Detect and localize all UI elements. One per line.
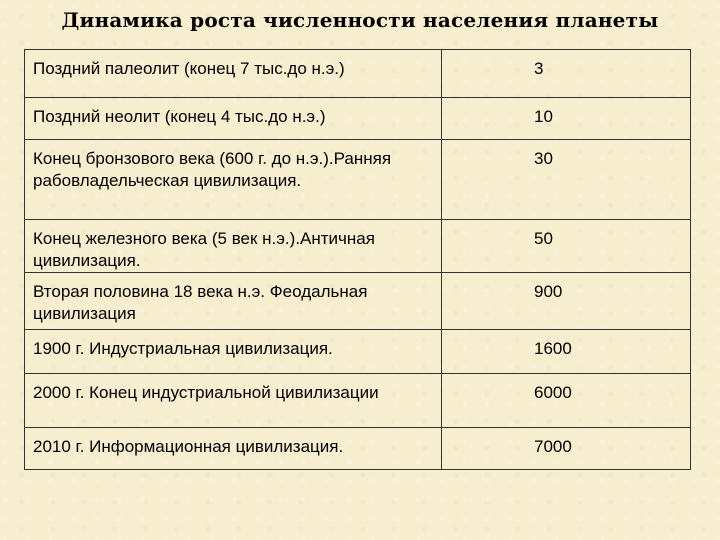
table-row (25, 220, 691, 273)
period-cell: Поздний неолит (конец 4 тыс.до н.э.) (25, 98, 442, 140)
population-table (24, 49, 691, 470)
period-cell: 1900 г. Индустриальная цивилизация. (25, 330, 442, 374)
table-row (25, 140, 691, 220)
period-cell: Конец бронзового века (600 г. до н.э.).Ранняя рабовладельческая цивилизация. (25, 140, 442, 220)
population-cell: 6000 (442, 374, 691, 428)
period-cell: Поздний палеолит (конец 7 тыс.до н.э.) (25, 50, 442, 98)
period-cell: 2010 г. Информационная цивилизация. (25, 428, 442, 470)
population-cell: 30 (442, 140, 691, 220)
table-row (25, 374, 691, 428)
table-row (25, 98, 691, 140)
population-cell: 1600 (442, 330, 691, 374)
page-title: Динамика роста численности населения планеты (61, 8, 659, 32)
population-cell: 50 (442, 220, 691, 273)
table-row (25, 273, 691, 330)
population-cell: 900 (442, 273, 691, 330)
table-row (25, 428, 691, 470)
table-row (25, 50, 691, 98)
period-cell: 2000 г. Конец индустриальной цивилизации (25, 374, 442, 428)
period-cell: Конец железного века (5 век н.э.).Античная цивилизация. (25, 220, 442, 273)
table-row (25, 330, 691, 374)
period-cell: Вторая половина 18 века н.э. Феодальная цивилизация (25, 273, 442, 330)
population-cell: 10 (442, 98, 691, 140)
population-cell: 7000 (442, 428, 691, 470)
population-cell: 3 (442, 50, 691, 98)
